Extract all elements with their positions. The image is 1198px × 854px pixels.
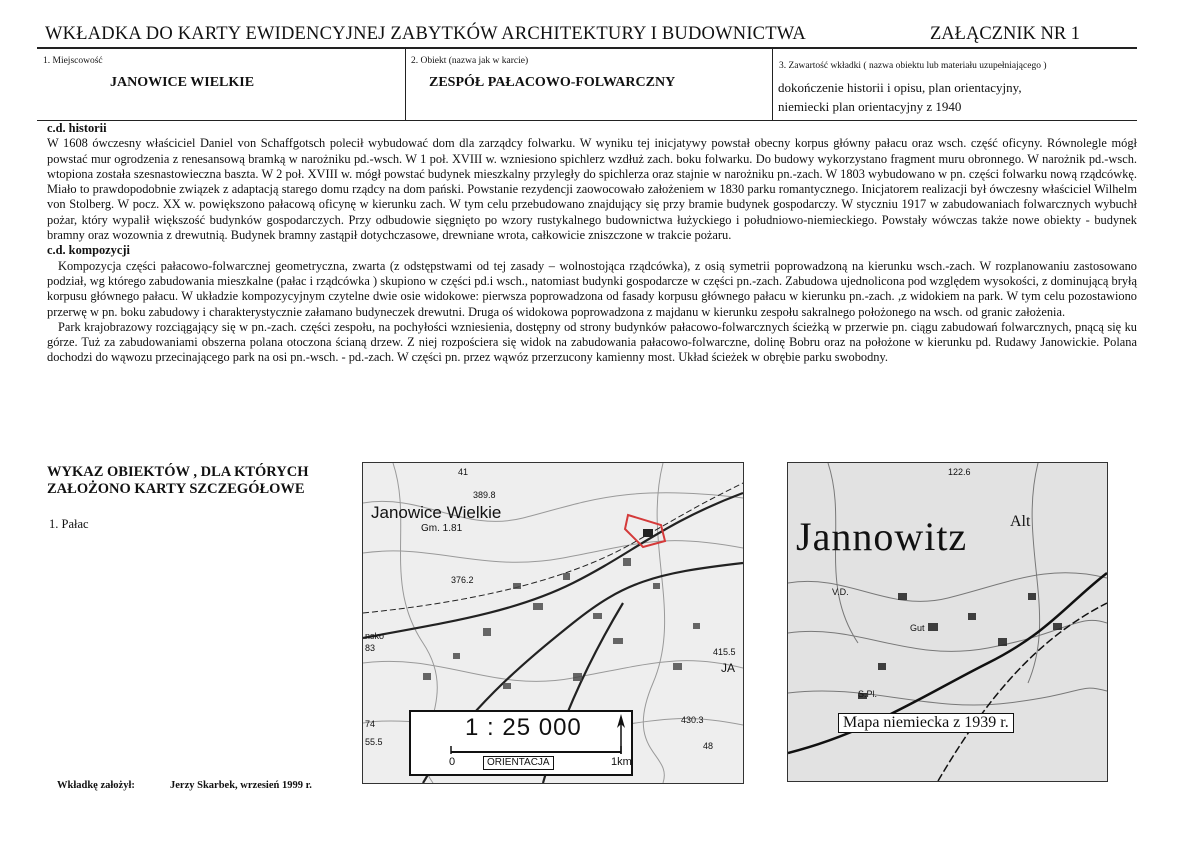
scale-km: 1km	[611, 756, 632, 768]
created-by-label: Wkładkę założył:	[57, 780, 135, 791]
map-label: Gut	[910, 623, 925, 633]
objects-list-item: 1. Pałac	[49, 517, 89, 531]
map-label: 48	[703, 741, 714, 751]
scale-bar	[411, 742, 631, 756]
german-map-drawing	[788, 463, 1107, 781]
document-title: WKŁADKA DO KARTY EWIDENCYJNEJ ZABYTKÓW ARCHITEKTURY I BUDOWNICTWA	[45, 24, 806, 44]
contents-label: 3. Zawartość wkładki ( nazwa obiektu lub materiału uzupełniającego )	[779, 61, 1047, 71]
map-label: nsko	[365, 631, 385, 641]
map-label: 41	[458, 467, 469, 477]
objects-list-heading-line-2: ZAŁOŻONO KARTY SZCZEGÓŁOWE	[47, 481, 305, 497]
map-label: V.D.	[832, 587, 849, 597]
contents-line-1: dokończenie historii i opisu, plan orientacyjny,	[778, 80, 1022, 95]
contents-line-2: niemiecki plan orientacyjny z 1940	[778, 99, 962, 114]
attachment-number: ZAŁĄCZNIK NR 1	[930, 24, 1081, 44]
scale-box	[409, 710, 633, 776]
fields-table	[37, 49, 1137, 121]
object-label: 2. Obiekt (nazwa jak w karcie)	[411, 56, 529, 66]
map-label: 122.6	[948, 467, 971, 477]
scale-value: 1 : 25 000	[465, 714, 582, 741]
map-label: Alt	[1010, 513, 1031, 530]
scale-zero: 0	[449, 756, 456, 768]
map-label: 430.3	[681, 715, 704, 725]
map-label: 55.5	[365, 737, 383, 747]
body-text	[47, 121, 1137, 366]
north-arrow-icon	[615, 714, 627, 754]
object-value: ZESPÓŁ PAŁACOWO-FOLWARCZNY	[429, 75, 676, 90]
history-text: W 1608 ówczesny właściciel Daniel von Schaffgotsch polecił wybudować dom dla zarządcy folwarku. W wyniku tej inicjatywy powstał obecny korpus główny pałacu oraz wsch. część oficyny. Równolegle mógł powstać mur ogrodzenia z renesansową bramką w narożniku pd.-wsch. W 1 poł. XVIII w. wzniesiono spichlerz wzdłuż zach. boku folwarku. Do budowy wykorzystano fragment muru obronnego. W narożnik pd.-wsch. wtopiona została szesnastowieczna baszta. W 2 poł. XVIII w. mógł powstać budynek mieszkalny przyległy do spichlerza oraz stajnie w narożniku pn.-zach. W 1803 wybudowano w pn. części folwarku nową rządcówkę. Miało to prawdopodobnie związek z adaptacją starego domu rządcy na dom pański. Powstanie rezydencji zaowocowało założeniem w 1830 parku romantycznego. Inicjatorem realizacji był ówczesny właściciel Wilhelm von Stolberg. W pocz. XX w. powiększono pałacową oficynę w kierunku zach. W tym celu przebudowano znajdujący się przy bramie budynek gospodarczy. W styczniu 1917 w zabudowaniach folwarcznych wybuchł pożar, który wypalił większość budynków gospodarczych. Przy odbudowie sięgnięto po wzory rustykalnego budownictwa łużyckiego i południowo-niemieckiego. Powstały wówczas także nowe obiekty - budynek bramny oraz wozownia z drewutnią. Budynek bramny zastąpił dotychczasowe, drewniane wrota, całkowicie zniszczone w trakcie pożaru.	[47, 136, 1137, 243]
map-label: 83	[365, 643, 376, 653]
map-label: 389.8	[473, 490, 496, 500]
orientation-label: ORIENTACJA	[483, 756, 554, 770]
divider	[405, 49, 406, 121]
german-map-town-label: Jannowitz	[796, 514, 968, 559]
history-heading: c.d. historii	[47, 121, 107, 135]
map-label: 415.5	[713, 647, 736, 657]
locality-label: 1. Miejscowość	[43, 56, 103, 66]
objects-list-heading	[47, 464, 308, 498]
objects-list-heading-line-1: WYKAZ OBIEKTÓW , DLA KTÓRYCH	[47, 464, 309, 480]
map-label: S.Pl.	[858, 689, 878, 699]
map-label: JA	[721, 661, 736, 675]
divider	[772, 49, 773, 121]
map-town-label: Janowice Wielkie	[371, 503, 502, 522]
topographic-map	[362, 462, 744, 784]
locality-value: JANOWICE WIELKIE	[110, 75, 255, 90]
german-map-caption: Mapa niemiecka z 1939 r.	[838, 713, 1014, 733]
composition-paragraph-2: Park krajobrazowy rozciągający się w pn.-zach. części zespołu, na pochyłości wzniesienia, dostępny od strony budynków pałacowo-folwarcznych ścieżką w przerwie pn. ciągu zabudowań folwarcznych, pnącą się ku górze. Tuż za zabudowaniami obszerna polana otoczona ścianą drzew. Z niej rozpościera się widok na zabudowania pałacowo-folwarczne, dolinę Bobru oraz na położone w kierunku pd. Rudawy Janowickie. Polana dochodzi do wąwozu przecinającego park na osi pn.-wsch. - pd.-zach. W części pn. przez wąwóz przerzucony kamienny most. Układ ścieżek w obrębie parku swobodny.	[47, 319, 1137, 365]
german-map	[787, 462, 1108, 782]
map-gmina-label: Gm. 1.81	[421, 523, 463, 534]
map-label: 74	[365, 719, 376, 729]
composition-heading: c.d. kompozycji	[47, 243, 130, 258]
created-by-value: Jerzy Skarbek, wrzesień 1999 r.	[170, 780, 312, 791]
composition-paragraph-1: Kompozycja części pałacowo-folwarcznej geometryczna, zwarta (z odstępstwami od tej zasady – wolnostojąca rządcówka), z osią symetrii poprowadzoną na kierunku wsch.-zach. W rozplanowaniu zastosowano podział, wg którego zabudowania mieszkalne (pałac i rządcówka ) skupiono w części pd.i wsch., natomiast budynki gospodarcze w części pn.-zach. Zabudowa ujednolicona pod względem wysokości, z dominującą bryłą korpusu głównego pałacu. W układzie kompozycyjnym czytelne dwie osie widokowe: pierwsza poprowadzona od fasady korpusu głównego pałacu w kierunku pn.-zach. ,z widokiem na park. W tym celu pozostawiono przerwę w pn. boku zabudowy i charakterystycznie załamano budyneczek drewutni. Druga oś widokowa poprowadzona z majdanu w kierunku zespołu sakralnego położonego na wsch. od granic założenia.	[47, 258, 1137, 319]
map-label: 376.2	[451, 575, 474, 585]
